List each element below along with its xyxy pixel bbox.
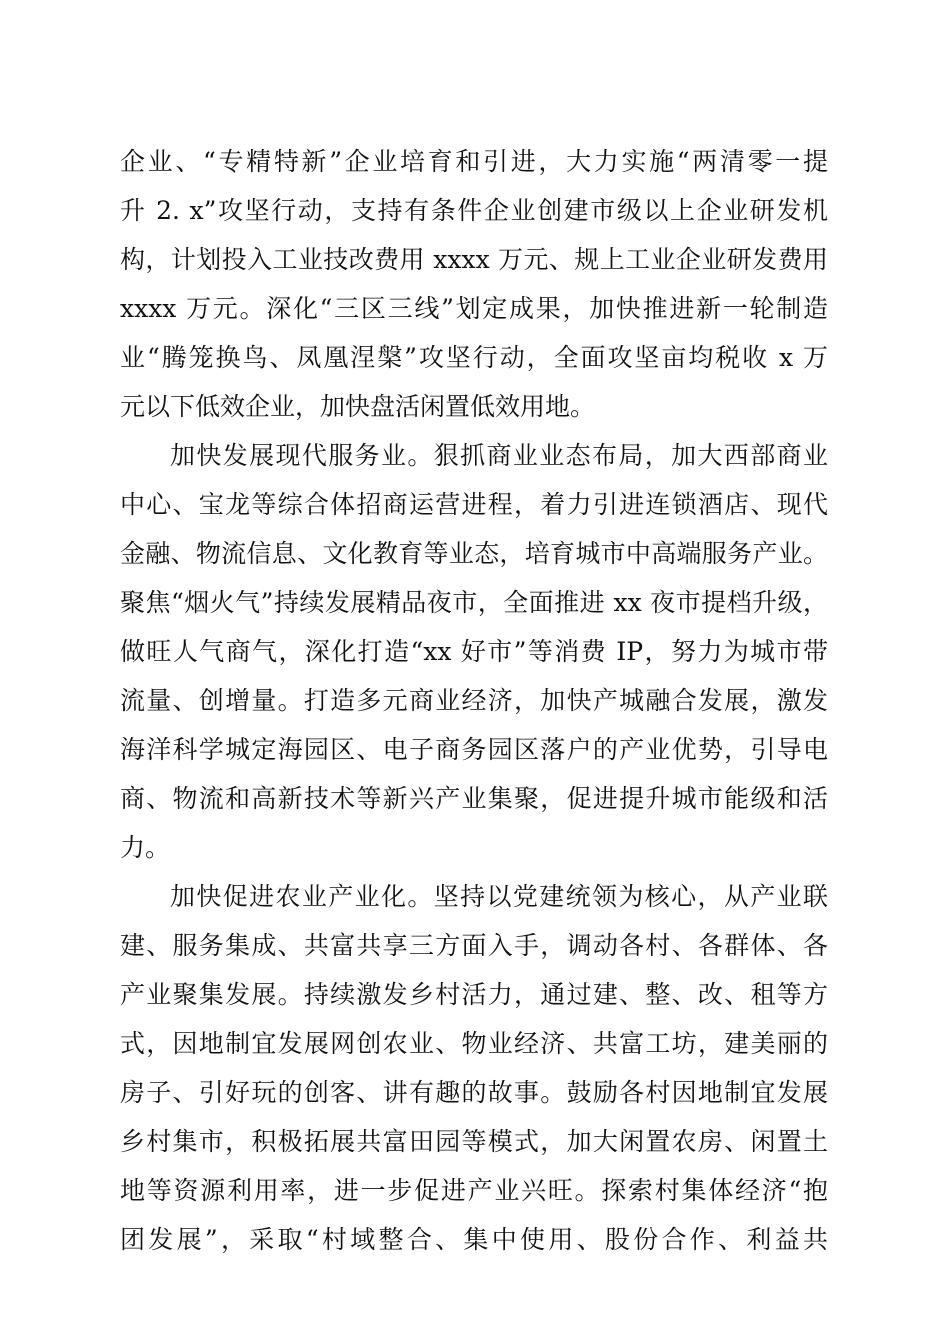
document-body — [120, 137, 828, 1264]
text-line: 团发展”，采取“村域整合、集中使用、股份合作、利益共 — [120, 1225, 828, 1254]
text-line: 加快发展现代服务业。狠抓商业业态布局，加大西部商业 — [170, 441, 828, 470]
text-line: 房子、引好玩的创客、讲有趣的故事。鼓励各村因地制宜发展 — [120, 1078, 828, 1107]
paragraph-agriculture — [120, 872, 828, 1264]
text-line: 中心、宝龙等综合体招商运营进程，着力引进连锁酒店、现代 — [120, 490, 828, 519]
text-line: 升 2. x”攻坚行动，支持有条件企业创建市级以上企业研发机 — [120, 196, 828, 225]
text-line: xxxx 万元。深化“三区三线”划定成果，加快推进新一轮制造 — [120, 294, 828, 323]
paragraph-industry — [120, 137, 828, 431]
text-line: 流量、创增量。打造多元商业经济，加快产城融合发展，激发 — [120, 686, 828, 715]
text-line: 加快促进农业产业化。坚持以党建统领为核心，从产业联 — [170, 882, 828, 911]
text-line: 元以下低效企业，加快盘活闲置低效用地。 — [120, 392, 596, 421]
text-line: 乡村集市，积极拓展共富田园等模式，加大闲置农房、闲置土 — [120, 1127, 828, 1156]
text-line: 聚焦“烟火气”持续发展精品夜市，全面推进 xx 夜市提档升级， — [120, 588, 828, 617]
text-line: 商、物流和高新技术等新兴产业集聚，促进提升城市能级和活 — [120, 784, 828, 813]
text-line: 式，因地制宜发展网创农业、物业经济、共富工坊，建美丽的 — [120, 1029, 828, 1058]
text-line: 企业、“专精特新”企业培育和引进，大力实施“两清零一提 — [120, 147, 828, 176]
text-line: 建、服务集成、共富共享三方面入手，调动各村、各群体、各 — [120, 931, 828, 960]
paragraph-services — [120, 431, 828, 872]
text-line: 地等资源利用率，进一步促进产业兴旺。探索村集体经济“抱 — [120, 1176, 828, 1205]
text-line: 业“腾笼换鸟、凤凰涅槃”攻坚行动，全面攻坚亩均税收 x 万 — [120, 343, 828, 372]
text-line: 构，计划投入工业技改费用 xxxx 万元、规上工业企业研发费用 — [120, 245, 828, 274]
text-line: 金融、物流信息、文化教育等业态，培育城市中高端服务产业。 — [120, 539, 828, 568]
text-line: 力。 — [120, 833, 171, 862]
text-line: 做旺人气商气，深化打造“xx 好市”等消费 IP，努力为城市带 — [120, 637, 828, 666]
text-line: 海洋科学城定海园区、电子商务园区落户的产业优势，引导电 — [120, 735, 828, 764]
text-line: 产业聚集发展。持续激发乡村活力，通过建、整、改、租等方 — [120, 980, 828, 1009]
